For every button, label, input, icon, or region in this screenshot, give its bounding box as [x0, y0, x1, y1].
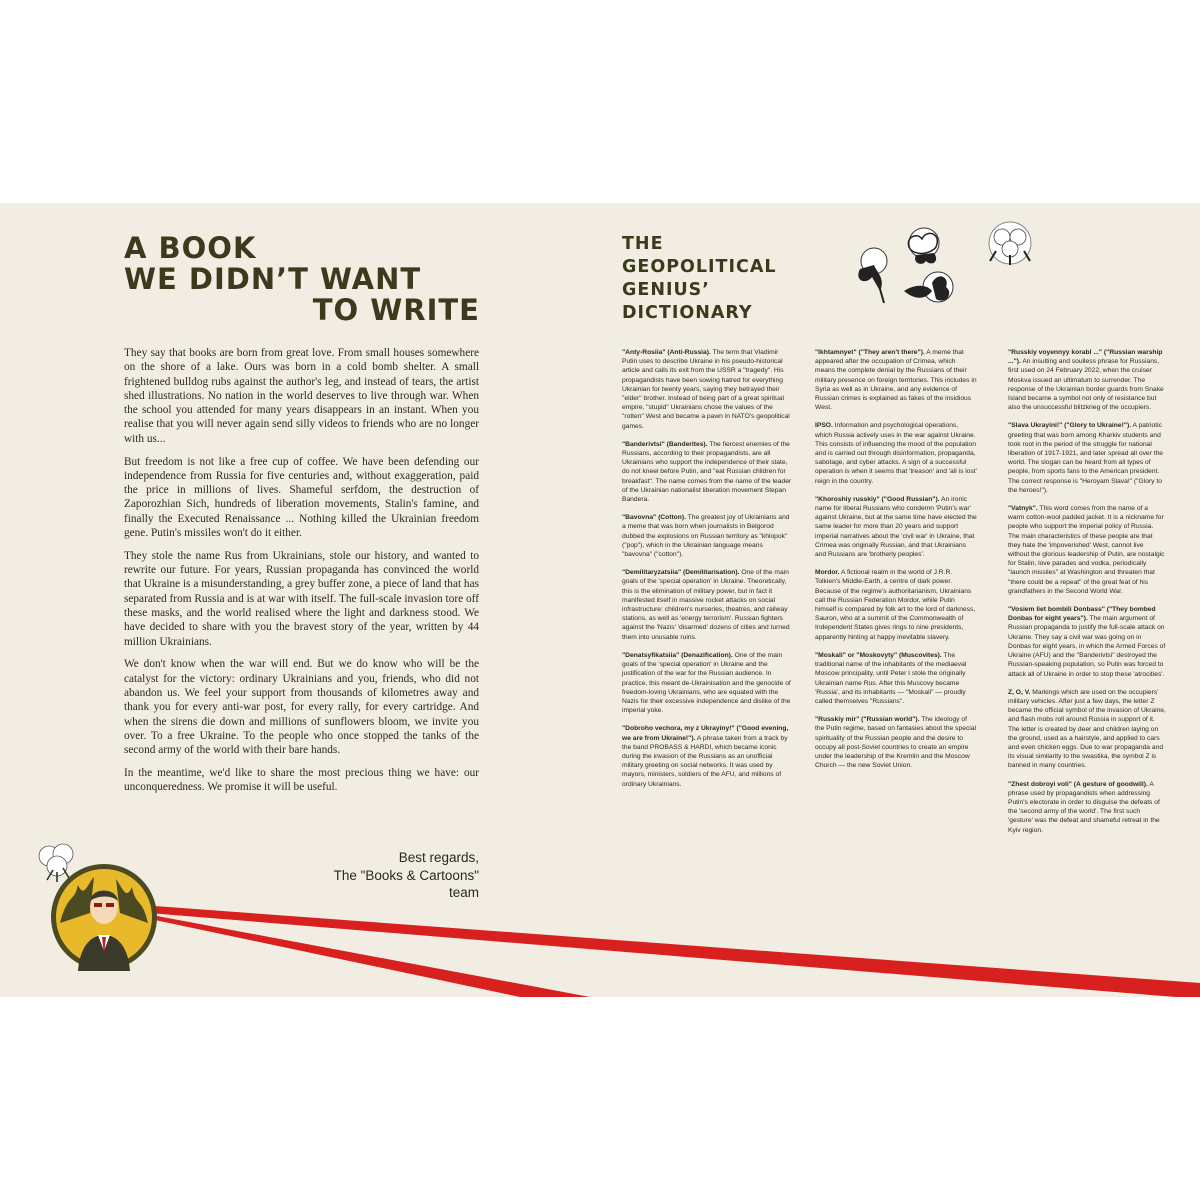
title-line: TO WRITE	[312, 293, 480, 327]
dictionary-entry	[622, 440, 792, 504]
dictionary-entry	[1008, 348, 1166, 412]
dictionary-entry	[1008, 780, 1166, 835]
dictionary-entry	[815, 421, 977, 485]
entry-term: "Zhest dobroyi voli" (A gesture of goodwill).	[1008, 780, 1148, 788]
dictionary-column-1	[622, 348, 792, 798]
entry-definition: The main argument of Russian propaganda to justify the full-scale attack on Ukraine. They say a civil war was going on in Donbas for eight years, in which the Armed Forces of Ukraine (AFU) and the "Banderivtsi" destroyed the Russian-speaking population, so Putin was forced to attack all of Ukraine in order to stop these 'atrocities'.	[1008, 615, 1166, 678]
entry-term: "Moskali" or "Moskovyty" (Muscovites).	[815, 651, 942, 659]
title-line: WE DIDN’T WANT	[124, 262, 422, 296]
dictionary-entry	[622, 348, 792, 431]
signoff	[270, 849, 479, 902]
entry-term: "Bavovna" (Cotton).	[622, 514, 686, 522]
entry-term: "Banderivtsi" (Banderites).	[622, 440, 708, 448]
entry-definition: The greatest joy of Ukrainians and a meme that was born when journalists in Belgorod dubbed the explosions on Russian territory as "khlopok" ("pop"), which in the Ukrainian language means "bavovna" ("cotton").	[622, 514, 790, 559]
entry-term: IPSO.	[815, 422, 833, 430]
dictionary-entry	[1008, 421, 1166, 495]
title-line: THE	[622, 234, 664, 254]
dictionary-entry	[1008, 504, 1166, 596]
dictionary-entry	[622, 513, 792, 559]
page-title	[124, 233, 484, 326]
entry-term: "Khoroshiy russkiy" ("Good Russian").	[815, 495, 940, 503]
entry-definition: An insulting and soulless phrase for Russians, first used on 24 February 2022, when the cruiser Moskva issued an ultimatum to surrender. The response of the Ukrainian border guards from Snake Island became a symbol not only of resistance but also the unsuccessful blitzkrieg of the occupiers.	[1008, 358, 1164, 412]
entry-definition: The traditional name of the inhabitants of the mediaeval Moscow principality, until Peter I stole the originally Ukrainian name Rus. After this Muscovy became 'Russia', and its inhabitants — "Moskali" — proudly called themselves "Russians".	[815, 651, 967, 705]
entry-definition: The term that Vladimir Putin uses to describe Ukraine in his pseudo-historical article and calls its exit from the USSR a "tragedy". His propagandists have been sowing hatred for everything Ukrainian for twenty years, saying they betrayed their "elder" brother. Instead of being part of a great spiritual empire, "stupid" Ukrainians chose the values of the "rotten" West and became a pawn in NATO's geopolitical games.	[622, 349, 790, 430]
entry-definition: This word comes from the name of a warm cotton-wool padded jacket. It is a nickname for people who support the imperial policy of Russia. The main characteristics of these people are that they hate the 'impoverished' West, cannot live without the glorious leadership of Putin, are nostalgic for Stalin, love parades and vodka, periodically "launch missiles" at Washington and threaten that "there could be a repeat" of the great feat of his grandfathers in the Second World War.	[1008, 505, 1165, 595]
dictionary-entry	[1008, 605, 1166, 679]
dictionary-entry	[815, 568, 977, 642]
essay-paragraph: They stole the name Rus from Ukrainians, stole our history, and wanted to rewrite our future. For years, Russian propaganda has convinced the world that Ukraine is a misunderstanding, a grey buffer zone, a piece of land that has separated from Russia and is at war with itself. The full-scale invasion tore off these masks, and the world realised where the light and darkness stood. We have decided to share with you the bravest story of the year, written by 44 million Ukrainians.	[124, 549, 479, 648]
essay-paragraph: In the meantime, we'd like to share the most precious thing we have: our unconqueredness. We promise it will be useful.	[124, 767, 479, 794]
dictionary-title	[622, 233, 777, 325]
entry-term: Mordor.	[815, 569, 840, 577]
entry-definition: A meme that appeared after the occupation of Crimea, which means the complete denial by the Russians of their military presence on foreign territories. This includes in Syria as well as in Ukraine, and any evidence of Russian crimes is explained as fakes of the insidious West.	[815, 349, 977, 412]
dictionary-entry	[1008, 688, 1166, 771]
entry-definition: A fictional realm in the world of J.R.R. Tolkien's Middle-Earth, a centre of dark power. Because of the regime's authoritarianism, Ukrainians call the Russian Federation Mordor, while Putin himself is compared by folk art to the lord of darkness, Sauron, who at a summit of the Commonwealth of Independent States gives rings to nine presidents, apparently hinting at happy inevitable slavery.	[815, 569, 976, 641]
essay-body	[124, 346, 479, 803]
dictionary-entry	[815, 348, 977, 412]
dictionary-column-2	[815, 348, 977, 779]
dictionary-entry	[815, 715, 977, 770]
signoff-line: Best regards,	[398, 850, 479, 865]
dictionary-entry	[622, 568, 792, 642]
title-line: A BOOK	[124, 231, 257, 265]
entry-term: "Russkiy voyennyy korabl ..." ("Russian warship ...").	[1008, 349, 1163, 366]
entry-term: "Vatnyk".	[1008, 505, 1038, 513]
entry-definition: One of the main goals of the 'special operation' in Ukraine and the justification of the war for the Russian audience. In practice, this meant de-Ukrainisation and the genocide of freedom-loving Ukrainians, who are equated with the Nazis for their excessive independence and dislike of the imperial yoke.	[622, 651, 791, 715]
dictionary-entry	[622, 651, 792, 715]
entry-definition: A phrase taken from a track by the band PROBASS & HARDI, which became iconic during the invasion of the Russians as an unofficial military greeting on social networks. It was used by mayors, ministers, soldiers of the AFU, and millions of ordinary Ukrainians.	[622, 734, 788, 788]
entry-definition: An ironic name for liberal Russians who condemn 'Putin's war' against Ukraine, but at the same time have elected the same leader for more than 20 years and support imperial narratives about the 'civil war' in Ukraine, that Crimea was originally Russian, and that Ukrainians and Russians are 'brotherly peoples'.	[815, 495, 977, 559]
entry-term: "Demilitaryzatsiia" (Demilitarisation).	[622, 569, 740, 577]
title-line: GENIUS’	[622, 280, 710, 300]
entry-definition: One of the main goals of the 'special operation' in Ukraine. Theoretically, this is the elimination of military power, but in fact it manifested itself in massive rocket attacks on social infrastructure: children's nurseries, theatres, and railway stations, as well as 'energy terrorism'. Russian fighters against the 'Nazis' 'disarmed' dozens of cities and turned them into unusable ruins.	[622, 569, 790, 641]
cotton-flowers-icon	[846, 221, 1046, 315]
entry-term: Z, O, V.	[1008, 688, 1031, 696]
entry-term: "Slava Ukrayini!" ("Glory to Ukraine!").	[1008, 422, 1132, 430]
essay-paragraph: They say that books are born from great love. From small houses somewhere on the shore of a lake. Ours was born in a cold bomb shelter. A small frightened bulldog rubs against the author's leg, and instead of tears, the artist shed illustrations. No nation in the world deserves to live through war. When the school you attended for many years disappears in an instant. When you realise that you will never again send silly videos to friends who are no longer with us...	[124, 347, 479, 445]
portrait-medallion	[50, 863, 158, 971]
dictionary-column-3	[1008, 348, 1166, 844]
dictionary-entry	[815, 495, 977, 559]
title-line: GEOPOLITICAL	[622, 257, 777, 277]
dictionary-entry	[815, 651, 977, 706]
essay-paragraph: But freedom is not like a free cup of coffee. We have been defending our independence from Russia for five centuries and, without exaggeration, paid the price in millions of lives. Shameful serfdom, the destruction of Zaporozhian Sich, hundreds of liberation movements, Stalin's famine, and finally the Executed Renaissance ... Nothing killed the Ukrainian freedom gene. Putin's missiles won't do it either.	[124, 455, 479, 540]
entry-definition: A patriotic greeting that was born among Kharkiv students and took root in the period of the struggle for national liberation of 1917-1921, and later spread all over the world. The slogan can be heard from all types of people, from sports fans to the American president. The correct response is "Heroyam Slava!" ("Glory to the heroes!").	[1008, 422, 1164, 494]
entry-term: "Russkiy mir" ("Russian world").	[815, 716, 920, 724]
dictionary-entry	[622, 724, 792, 788]
entry-term: "Anty-Rosiia" (Anti-Russia).	[622, 349, 711, 356]
essay-paragraph: We don't know when the war will end. But we do know who will be the catalyst for the victory: ordinary Ukrainians and you, friends, who did not abandon us. We feel your support from thousands of kilometres away and thank you for every anti-war post, for every rally, for every cartridge. And when the sirens die down and millions of sunflowers bloom, we invite you over. To a free Ukraine. To the people who once stopped the tanks of the second army of the world with their bare hands.	[124, 658, 479, 757]
entry-term: "Vosiem liet bombili Donbass" ("They bombed Donbas for eight years").	[1008, 606, 1156, 623]
signoff-line: The "Books & Cartoons"	[333, 867, 479, 883]
entry-definition: The fiercest enemies of the Russians, according to their propagandists, are all Ukrainians who support the independence of their state, do not kneel before Putin, and "eat Russian children for breakfast". The name comes from the name of the leader of the Ukrainian nationalist liberation movement Stepan Bandera.	[622, 440, 792, 504]
entry-definition: The ideology of the Putin regime, based on fantasies about the special spirituality of the Russian people and the desire to occupy all post-Soviet countries to create an empire under the leadership of the Kremlin and the Moscow Church — the new Soviet Union.	[815, 716, 976, 770]
signoff-line: team	[448, 885, 479, 900]
book-spread	[0, 203, 1200, 997]
entry-definition: Information and psychological operations, which Russia actively uses in the war against Ukraine. This consists of influencing the mood of the population and is carried out through disinformation, propaganda, sabotage, and cyber attacks. A sign of a successful operation is when it seems that 'treason' and 'all is lost' reign in the country.	[815, 422, 977, 485]
entry-definition: A phrase used by propagandists when addressing Putin's electorate in order to disguise the defeats of the 'second army of the world'. The first such 'gesture' was the defeat and shameful retreat in the Kyiv region.	[1008, 780, 1160, 834]
entry-term: "Dobroho vechora, my z Ukrayiny!" ("Good evening, we are from Ukraine!").	[622, 725, 789, 742]
entry-term: "Ikhtamnyet" ("They aren't there").	[815, 349, 925, 356]
entry-definition: Markings which are used on the occupiers' military vehicles. After just a few days, the letter Z became the official symbol of the invasion of Ukraine, and flash mobs roll around Russia in support of it. The letter is created by deer and children laying on the ground, used as a hairstyle, and applied to cars and even chicken eggs. Due to war propaganda and its visual similarity to the swastika, the symbol Z is banned in many countries.	[1008, 688, 1166, 770]
title-line: DICTIONARY	[622, 303, 753, 323]
entry-term: "Denatsyfikatsiia" (Denazification).	[622, 651, 733, 659]
